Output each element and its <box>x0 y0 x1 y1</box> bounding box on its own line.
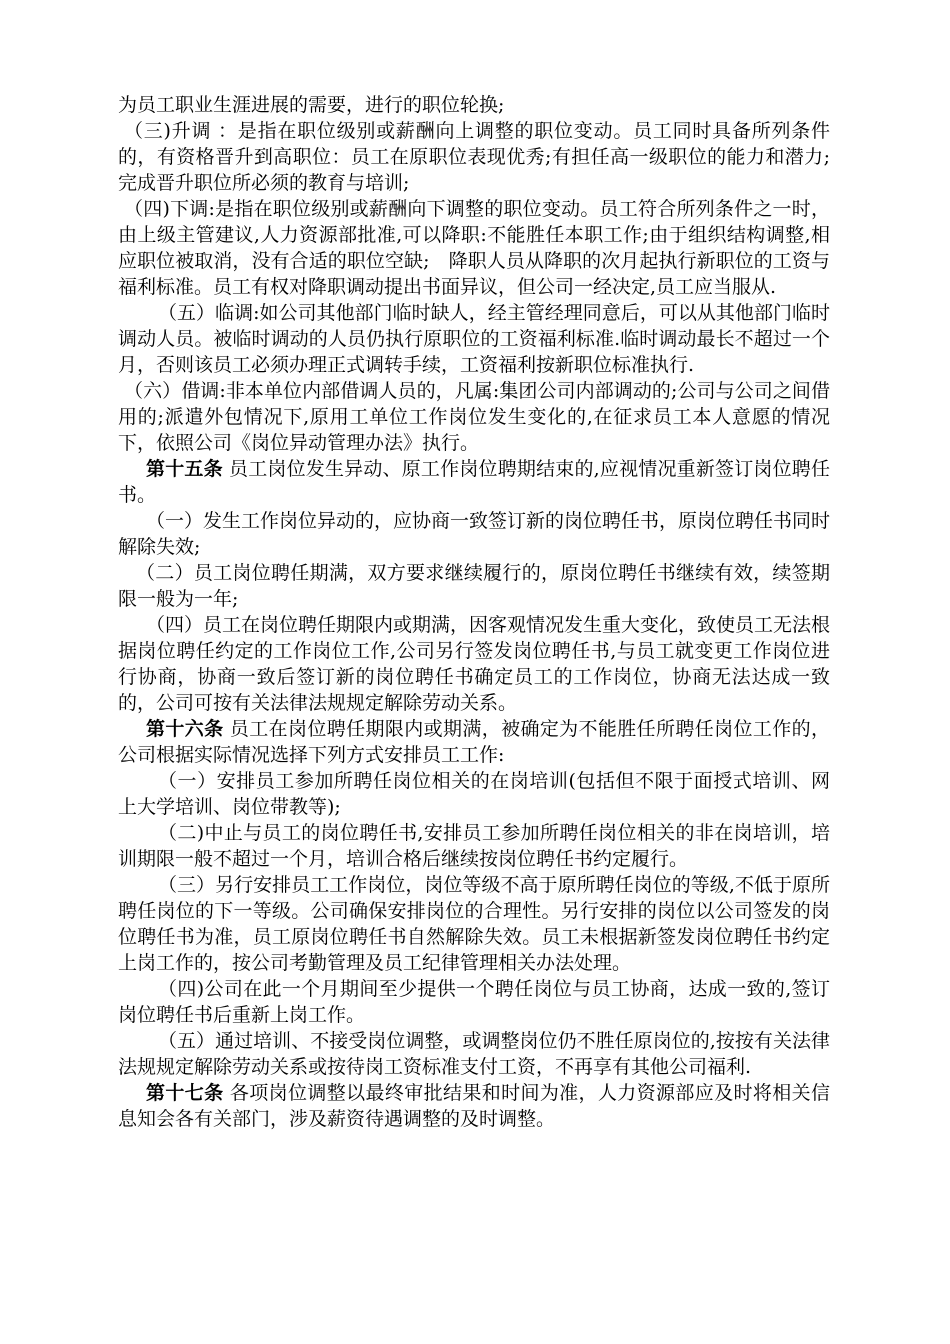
paragraph-promotion: （三)升调 ：是指在职位级别或薪酬向上调整的职位变动。员工同时具备所列条件的，有资格晋升到高职位：员工在原职位表现优秀;有担任高一级职位的能力和潜力;完成晋升职位所必须的教育与培训; <box>118 120 830 194</box>
paragraph-temporary-transfer: （五）临调:如公司其他部门临时缺人，经主管经理同意后，可以从其他部门临时调动人员。被临时调动的人员仍执行原职位的工资福利标准.临时调动最长不超过一个月，否则该员工必须办理正式调转手续，工资福利按新职位标准执行. <box>118 302 830 376</box>
article-15-item-1: （一）发生工作岗位异动的，应协商一致签订新的岗位聘任书，原岗位聘任书同时解除失效; <box>118 510 831 558</box>
article-16-item-4: （四)公司在此一个月期间至少提供一个聘任岗位与员工协商，达成一致的,签订岗位聘任书后重新上岗工作。 <box>118 978 830 1026</box>
article-15-item-4: （四）员工在岗位聘任期限内或期满，因客观情况发生重大变化，致使员工无法根据岗位聘任约定的工作岗位工作,公司另行签发岗位聘任书,与员工就变更工作岗位进行协商，协商一致后签订新的岗位聘任书确定员工的工作岗位，协商无法达成一致的，公司可按有关法律法规规定解除劳动关系。 <box>118 614 831 714</box>
article-15-item-2: （二）员工岗位聘任期满，双方要求继续履行的，原岗位聘任书继续有效，续签期限一般为一年; <box>118 562 830 610</box>
article-17: 第十七条 各项岗位调整以最终审批结果和时间为准，人力资源部应及时将相关信息知会各有关部门，涉及薪资待遇调整的及时调整。 <box>118 1082 830 1130</box>
document-page <box>118 92 830 1132</box>
article-16-item-1: （一）安排员工参加所聘任岗位相关的在岗培训(包括但不限于面授式培训、网上大学培训、岗位带教等); <box>118 770 830 818</box>
article-16-title: 第十六条 <box>146 718 224 740</box>
article-16-item-3: （三）另行安排员工工作岗位，岗位等级不高于原所聘任岗位的等级,不低于原所聘任岗位的下一等级。公司确保安排岗位的合理性。另行安排的岗位以公司签发的岗位聘任书为准，员工原岗位聘任书自然解除失效。员工未根据新签发岗位聘任书约定上岗工作的，按公司考勤管理及员工纪律管理相关办法处理。 <box>118 874 830 974</box>
article-17-title: 第十七条 <box>146 1082 224 1104</box>
paragraph-secondment: （六）借调:非本单位内部借调人员的，凡属:集团公司内部调动的;公司与公司之间借用的;派遣外包情况下,原用工单位工作岗位发生变化的,在征求员工本人意愿的情况下，依照公司《岗位异动管理办法》执行。 <box>118 380 830 454</box>
article-16: 第十六条 员工在岗位聘任期限内或期满，被确定为不能胜任所聘任岗位工作的，公司根据实际情况选择下列方式安排员工工作: <box>118 718 830 766</box>
paragraph-demotion: （四)下调:是指在职位级别或薪酬向下调整的职位变动。员工符合所列条件之一时，由上级主管建议,人力资源部批准,可以降职:不能胜任本职工作;由于组织结构调整,相应职位被取消，没有合适的职位空缺; 降职人员从降职的次月起执行新职位的工资与福利标准。员工有权对降职调动提出书面异议，但公司一经决定,员工应当服从. <box>118 198 830 298</box>
article-15-title: 第十五条 <box>146 458 223 480</box>
article-16-item-2: （二)中止与员工的岗位聘任书,安排员工参加所聘任岗位相关的非在岗培训，培训期限一般不超过一个月，培训合格后继续按岗位聘任书约定履行。 <box>118 822 830 870</box>
paragraph-job-rotation-end: 为员工职业生涯进展的需要，进行的职位轮换; <box>118 94 505 116</box>
article-16-item-5: （五）通过培训、不接受岗位调整，或调整岗位仍不胜任原岗位的,按按有关法律法规规定解除劳动关系或按待岗工资标准支付工资，不再享有其他公司福利. <box>118 1030 830 1078</box>
article-15: 第十五条 员工岗位发生异动、原工作岗位聘期结束的,应视情况重新签订岗位聘任书。 <box>118 458 830 506</box>
